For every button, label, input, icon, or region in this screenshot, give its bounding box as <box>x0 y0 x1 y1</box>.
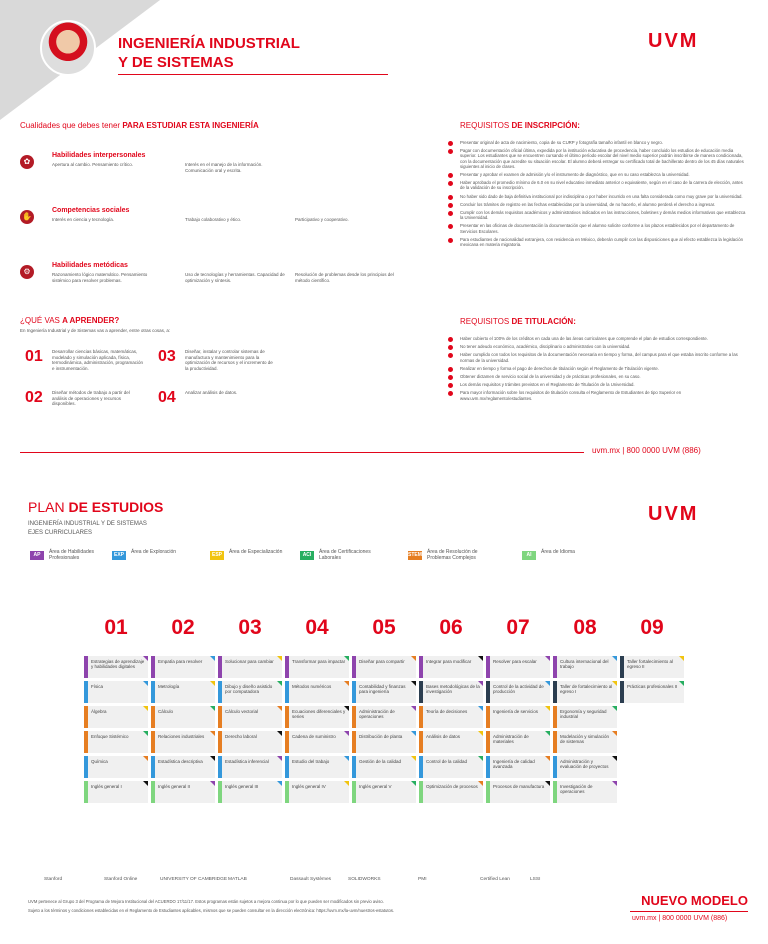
legend-label: Área de Exploración <box>131 549 177 555</box>
titulation-heading-light: REQUISITOS <box>460 317 510 326</box>
legal-line-1: UVM pertenece al Grupo 3 del Programa de Mejora Institucional del ACUERDO 17/11/17. Estos programas están sujetos a mejora continua por lo que pueden ser modificados sin previo aviso. <box>28 899 384 904</box>
requirement-item: Presentar en las oficinas de documentación la documentación que el alumno solicite conforme a los plazos establecidos por el departamento de Servicios Escolares. <box>448 223 748 233</box>
titulation-heading-bold: DE TITULACIÓN: <box>511 317 576 326</box>
quality-title: Competencias sociales <box>52 207 130 214</box>
uvm-logo: UVM <box>648 503 699 525</box>
course-cell: Integrar para modificar <box>419 656 483 678</box>
quality-title: Habilidades metódicas <box>52 262 128 269</box>
requirement-item: Cumplir con los demás requisitos académicos y administrativos indicados en las instrucciones, boletines y demás medios informativos que establezca la Universidad. <box>448 210 748 220</box>
legend-tag: AP <box>30 551 44 560</box>
partner-logo: Stanford <box>44 877 63 882</box>
quality-text: Participativo y cooperativo. <box>295 217 349 222</box>
legend-label: Área de Certificaciones Laborales <box>319 549 371 561</box>
course-cell: Taller de fortalecimiento al egreso I <box>553 681 617 703</box>
course-cell: Distribución de planta <box>352 731 416 753</box>
course-cell: Métodos numéricos <box>285 681 349 703</box>
course-cell: Inglés general IV <box>285 781 349 803</box>
nuevo-modelo-title: NUEVO MODELO <box>641 893 748 908</box>
partner-logo: PMI <box>418 877 427 882</box>
quality-text: Apertura al cambio. Pensamiento crítico. <box>52 162 134 167</box>
legend-tag: EXP <box>113 552 124 558</box>
semester-number: 04 <box>305 616 329 639</box>
legend-label: Área de Habilidades Profesionales <box>49 549 95 561</box>
title-divider <box>118 74 388 75</box>
gear-icon: ⚙ <box>20 265 34 279</box>
legend-label: Área de Especialización <box>229 549 283 555</box>
semester-number: 05 <box>372 616 396 639</box>
legend-tag: STEM <box>408 552 422 558</box>
legal-line-2: Sujeto a los términos y condiciones establecidas en el Reglamento de Estudiantes aplicables, mismos que se pueden consultar en la dirección electrónica: https://uvm.mx/la-uvm/nuestros-estatutos. <box>28 908 395 913</box>
course-cell: Diseñar para compartir <box>352 656 416 678</box>
course-cell: Ecuaciones diferenciales y series <box>285 706 349 728</box>
plan-axes-label: EJES CURRICULARES <box>28 530 93 536</box>
semester-number: 02 <box>171 616 195 639</box>
course-cell: Cultura internacional del trabajo <box>553 656 617 678</box>
course-cell: Procesos de manufactura <box>486 781 550 803</box>
quality-group <box>20 262 400 289</box>
requirement-item: Para estudiantes de nacionalidad extranjera, con residencia en México, deberán cumplir con las disposiciones que al efecto establezca la legislación mexicana en materia migratoria. <box>448 237 748 247</box>
course-cell: Estadística inferencial <box>218 756 282 778</box>
requirement-item: Los demás requisitos y trámites previstos en el Reglamento de Titulación de la Universidad. <box>448 382 748 387</box>
course-cell: Estrategias de aprendizaje y habilidades digitales <box>84 656 148 678</box>
uvm-logo: UVM <box>648 30 699 52</box>
footer-divider <box>20 452 584 453</box>
course-cell: Administración de operaciones <box>352 706 416 728</box>
requirement-item: Pagar con documentación oficial última, expedida por la institución educativa de procedencia, haber concluido los estudios de educación media superior. Los estudiantes que se encuentren cursando el último período escolar del nivel medio superior podrán inscribirse de manera condicionada, con la documentación que acredite su situación escolar. El alumno deberá entregar su certificado total de bachillerato dentro de los 45 días naturales siguientes al inicio de clases. <box>448 148 748 169</box>
course-cell: Física <box>84 681 148 703</box>
course-cell: Resolver para escalar <box>486 656 550 678</box>
course-cell: Gestión de la calidad <box>352 756 416 778</box>
course-cell: Prácticas profesionales II <box>620 681 684 703</box>
learn-number: 01 <box>25 348 43 365</box>
learn-heading-bold: A APRENDER? <box>62 316 120 325</box>
course-cell: Dibujo y diseño asistido por computadora <box>218 681 282 703</box>
semester-number: 07 <box>506 616 530 639</box>
title-line-2: Y DE SISTEMAS <box>118 54 234 71</box>
contact-site[interactable]: uvm.mx <box>632 915 657 922</box>
legend-label: Área de Idioma <box>541 549 575 555</box>
requirement-item: No tener adeudo económico, académico, disciplinario o administrativo con la universidad. <box>448 344 748 349</box>
course-cell: Optimización de procesos <box>419 781 483 803</box>
course-cell: Administración de materiales <box>486 731 550 753</box>
course-cell: Inglés general II <box>151 781 215 803</box>
learn-intro: En Ingeniería Industrial y de Sistemas vas a aprender, entre otras cosas, a: <box>20 328 171 333</box>
course-cell: Ergonomía y seguridad industrial <box>553 706 617 728</box>
requirement-item: Realizar en tiempo y forma el pago de derechos de titulación según el Reglamento de Titulación vigente. <box>448 366 748 371</box>
quality-title: Habilidades interpersonales <box>52 152 146 159</box>
course-cell: Transformar para impactar <box>285 656 349 678</box>
qualities-heading-light: Cualidades que debes tener <box>20 121 121 130</box>
program-title <box>118 34 378 72</box>
legend-label: Área de Resolución de Problemas Complejos <box>427 549 478 561</box>
course-cell: Inglés general I <box>84 781 148 803</box>
partner-logo: LSSI <box>530 877 541 882</box>
quality-text: Uso de tecnologías y herramientas. Capacidad de optimización y síntesis. <box>185 272 285 283</box>
inscription-heading <box>460 121 580 130</box>
requirement-item: Haber cumplido con todos los requisitos de la documentación necesaria en tiempo y forma, del campus para el que estaba inscrito conforme a las normas de la universidad. <box>448 352 748 362</box>
contact-phone[interactable]: 800 0000 UVM (886) <box>662 915 728 922</box>
course-cell: Bases metodológicas de la investigación <box>419 681 483 703</box>
legend-tag: ESP <box>211 552 222 558</box>
course-cell: Estudio del trabajo <box>285 756 349 778</box>
requirement-item: Obtener dictamen de servicio social de la universidad y de prácticas profesionales, en su caso. <box>448 374 748 379</box>
partner-logo: SOLIDWORKS <box>348 877 381 882</box>
requirement-item: Haber cubierto el 100% de los créditos en cada una de las áreas curriculares que comprende el plan de estudios correspondiente. <box>448 336 748 341</box>
requirement-item: Haber aprobado el promedio mínimo de 6.0 en su nivel educativo inmediato anterior o equivalente, según en el caso de la carrera de elección, antes de la validación de su inscripción. <box>448 180 748 190</box>
quality-text: Interés en ciencia y tecnología. <box>52 217 115 222</box>
partner-logo: Dassault Systèmes <box>290 877 332 882</box>
semester-number: 09 <box>640 616 664 639</box>
plan-title-bold: DE ESTUDIOS <box>68 499 164 515</box>
quality-text: Resolución de problemas desde los principios del método científico. <box>295 272 394 283</box>
requirement-item: No haber sido dado de baja definitiva institucional por indisciplina o por haber incurrido en una falta considerada como muy grave por la universidad. <box>448 194 748 199</box>
handshake-icon: ✋ <box>20 210 34 224</box>
qualities-heading <box>20 121 259 130</box>
plan-subtitle: INGENIERÍA INDUSTRIAL Y DE SISTEMAS <box>28 521 147 527</box>
student-photo <box>40 20 96 76</box>
course-cell: Álgebra <box>84 706 148 728</box>
learn-text: Diseñar, instalar y controlar sistemas de manufactura y mantenimiento para la optimización de recursos y el incremento de la productividad. <box>185 349 273 371</box>
learn-text: Analizar análisis de datos. <box>185 390 238 395</box>
contact-info: uvm.mx | 800 0000 UVM (886) <box>632 915 728 922</box>
partner-logo: Stanford Online <box>104 877 138 882</box>
course-cell: Investigación de operaciones <box>553 781 617 803</box>
course-cell: Ingeniería de servicios <box>486 706 550 728</box>
learn-number: 02 <box>25 389 43 406</box>
partner-logo: UNIVERSITY OF CAMBRIDGE <box>160 877 228 882</box>
course-cell: Análisis de datos <box>419 731 483 753</box>
partner-logo: MATLAB <box>228 877 247 882</box>
course-cell: Enfoque Sistémico <box>84 731 148 753</box>
course-cell: Inglés general III <box>218 781 282 803</box>
course-cell: Taller fortalecimiento al egreso II <box>620 656 684 678</box>
learn-number: 04 <box>158 389 176 406</box>
course-cell: Control de la actividad de producción <box>486 681 550 703</box>
semester-number: 03 <box>238 616 262 639</box>
course-cell: Cadena de suministro <box>285 731 349 753</box>
inscription-heading-bold: DE INSCRIPCIÓN: <box>511 121 580 130</box>
course-cell: Derecho laboral <box>218 731 282 753</box>
course-cell: Teoría de decisiones <box>419 706 483 728</box>
quality-text: Trabajo colaborativo y ético. <box>185 217 242 222</box>
quality-text: Razonamiento lógico matemático. Pensamiento sistémico para resolver problemas. <box>52 272 148 283</box>
course-cell: Ingeniería de calidad avanzada <box>486 756 550 778</box>
learn-text: Desarrollar ciencias básicas, matemáticas, modelado y simulación aplicada, física, termodinámica, administración, programación e instrumentación. <box>52 349 144 371</box>
course-cell: Contabilidad y finanzas para ingeniería <box>352 681 416 703</box>
quality-group <box>20 207 400 234</box>
course-cell: Inglés general V <box>352 781 416 803</box>
course-cell: Metrología <box>151 681 215 703</box>
people-icon: ✿ <box>20 155 34 169</box>
course-cell: Química <box>84 756 148 778</box>
semester-number: 08 <box>573 616 597 639</box>
semester-number: 06 <box>439 616 463 639</box>
inscription-heading-light: REQUISITOS <box>460 121 510 130</box>
plan-title-light: PLAN <box>28 499 65 515</box>
course-cell: Cálculo vectorial <box>218 706 282 728</box>
course-cell: Control de la calidad <box>419 756 483 778</box>
course-cell: Administración y evaluación de proyectos <box>553 756 617 778</box>
quality-group <box>20 152 400 179</box>
title-line-1: INGENIERÍA INDUSTRIAL <box>118 35 300 52</box>
requirement-item: Para mayor información sobre los requisitos de titulación consulta el Reglamento de Estudiantes de tipo Superior en www.uvm.mx/reglamento/estudiantes. <box>448 390 748 400</box>
course-cell: Modelación y simulación de sistemas <box>553 731 617 753</box>
legend-tag: AI <box>522 551 536 560</box>
quality-text: Interés en el manejo de la información. Comunicación oral y escrita. <box>185 162 263 173</box>
partner-logo: Certified Lean <box>480 877 510 882</box>
requirement-item: Concluir los trámites de registro en las fechas establecidas por la universidad, de no hacerlo, el alumno perderá el derecho a ingresar. <box>448 202 748 207</box>
course-cell: Relaciones industriales <box>151 731 215 753</box>
course-cell: Solucionar para cambiar <box>218 656 282 678</box>
qualities-heading-bold: PARA ESTUDIAR ESTA INGENIERÍA <box>122 121 259 130</box>
learn-heading <box>20 316 119 325</box>
requirement-item: Presentar y aprobar el examen de admisión y/o el instrumento de diagnóstico, que en su caso establezca la universidad. <box>448 172 748 177</box>
plan-title <box>28 499 163 515</box>
course-cell: Cálculo <box>151 706 215 728</box>
learn-heading-light: ¿QUÉ VAS <box>20 316 60 325</box>
requirement-item: Presentar original de acta de nacimiento, copia de su CURP y fotografía tamaño infantil en blanco y negro. <box>448 140 748 145</box>
contact-info: uvm.mx | 800 0000 UVM (886) <box>592 446 701 455</box>
learn-text: Diseñar métodos de trabajo a partir del análisis de operaciones y recursos disponibles. <box>52 390 130 406</box>
contact-phone[interactable]: 800 0000 UVM (886) <box>626 446 701 455</box>
titulation-heading <box>460 317 576 326</box>
learn-number: 03 <box>158 348 176 365</box>
course-cell: Estadística descriptiva <box>151 756 215 778</box>
titulation-list <box>448 336 748 404</box>
legend-tag: ACI <box>300 551 314 560</box>
semester-number: 01 <box>104 616 128 639</box>
course-cell: Empatía para resolver <box>151 656 215 678</box>
contact-site[interactable]: uvm.mx <box>592 446 620 455</box>
nuevo-divider <box>630 911 748 912</box>
inscription-list <box>448 140 748 250</box>
